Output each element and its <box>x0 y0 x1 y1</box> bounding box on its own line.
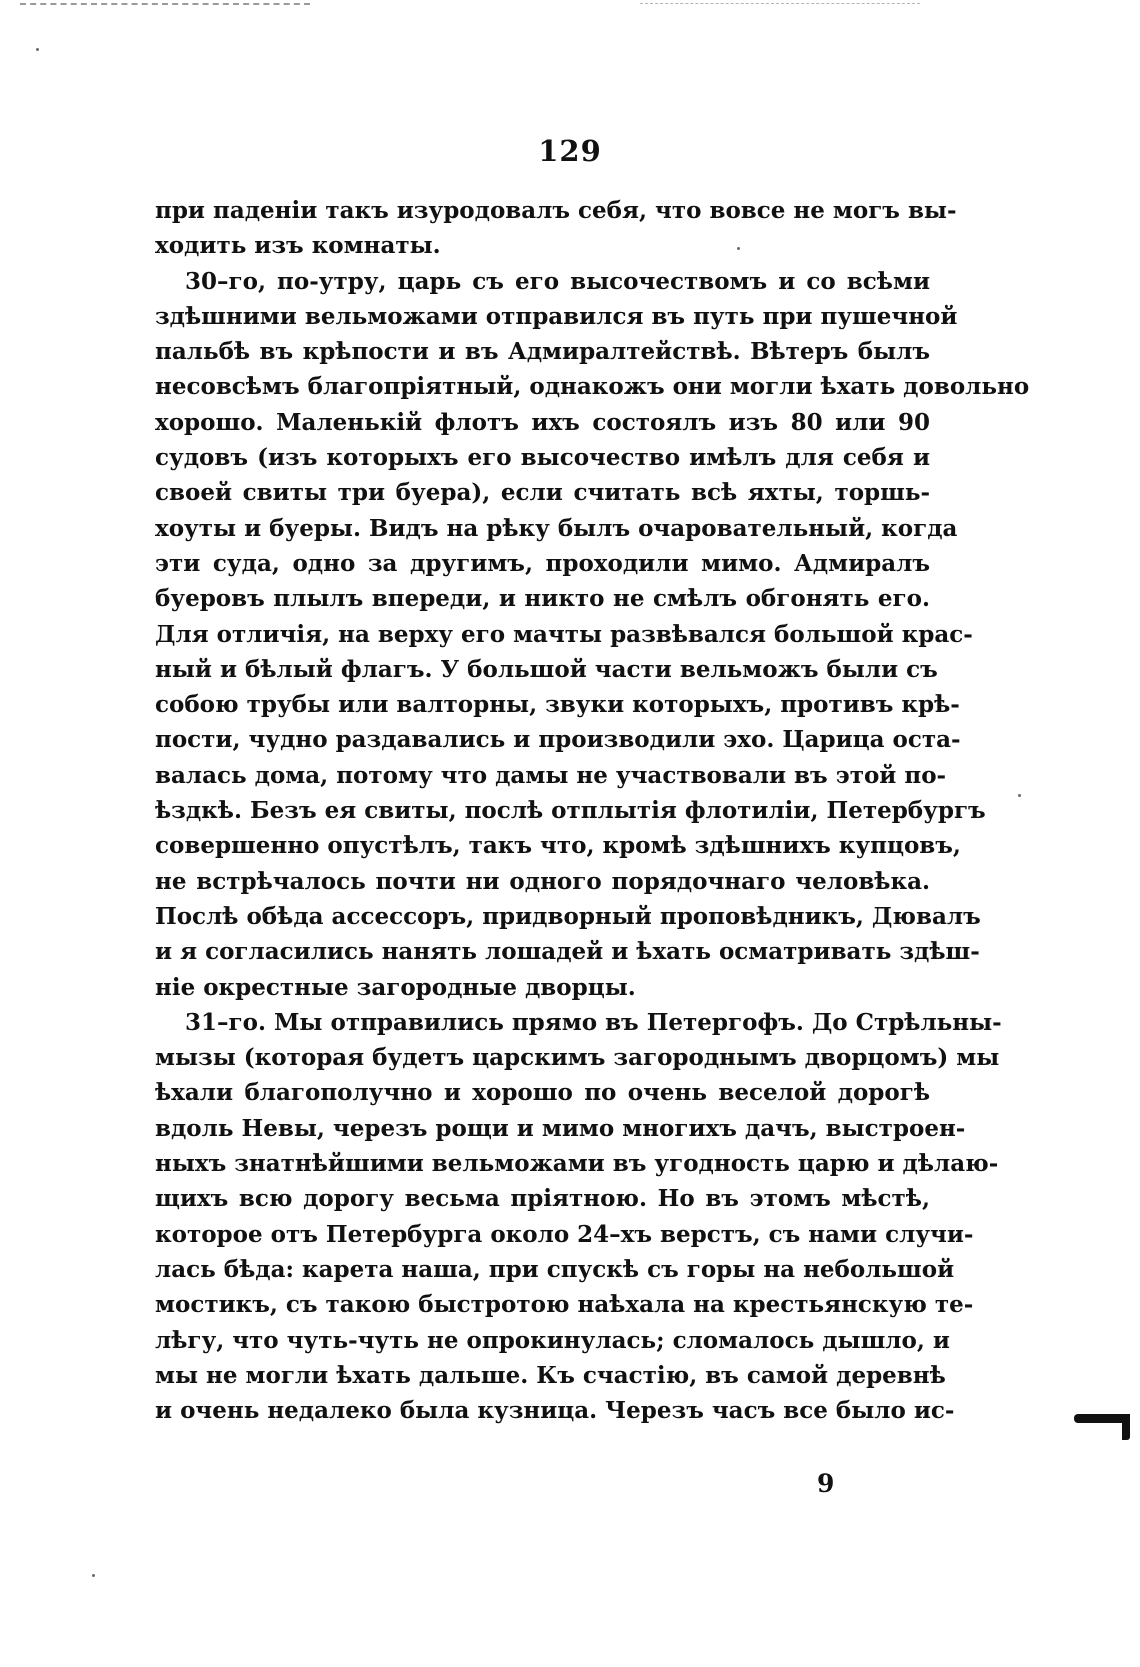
text-line: ныхъ знатнѣйшими вельможами въ угодность царю и дѣлаю- <box>155 1150 999 1178</box>
text-line: здѣшними вельможами отправился въ путь при пушечной <box>155 302 958 330</box>
text-line: собою трубы или валторны, звуки которыхъ, противъ крѣ- <box>155 691 960 719</box>
text-line: щихъ всю дорогу весьма прiятною. Но въ этомъ мѣстѣ, <box>155 1185 930 1213</box>
text-line: пости, чудно раздавались и производили эхо. Царица оста- <box>155 726 961 754</box>
text-line: валась дома, потому что дамы не участвовали въ этой по- <box>155 761 947 789</box>
text-line: при паденiи такъ изуродовалъ себя, что вовсе не могъ вы- <box>155 197 957 224</box>
text-line: лась бѣда: карета наша, при спускѣ съ горы на небольшой <box>155 1255 955 1283</box>
text-line: и я согласились нанять лошадей и ѣхать осматривать здѣш- <box>155 938 980 966</box>
text-line: ѣздкѣ. Безъ ея свиты, послѣ отплытiя флотилiи, Петербургъ <box>155 797 986 825</box>
scan-speck <box>1018 794 1021 797</box>
margin-edge-mark <box>1074 1414 1130 1423</box>
text-line: ходить изъ комнаты. <box>155 232 441 260</box>
text-line: ѣхали благополучно и хорошо по очень веселой дорогѣ <box>155 1079 930 1107</box>
text-line: буеровъ плылъ впереди, и никто не смѣлъ обгонять его. <box>155 585 930 613</box>
text-line: которое отъ Петербурга около 24–хъ верстъ, съ нами случи- <box>155 1220 974 1248</box>
text-line: мы не могли ѣхать дальше. Къ счастiю, въ самой деревнѣ <box>155 1361 946 1389</box>
text-line: Послѣ обѣда ассессоръ, придворный проповѣдникъ, Дювалъ <box>155 902 981 930</box>
text-line: хоуты и буеры. Видъ на рѣку былъ очаровательный, когда <box>155 514 958 542</box>
text-line: лѣгу, что чуть-чуть не опрокинулась; сломалось дышло, и <box>155 1326 950 1354</box>
text-line: Для отличiя, на верху его мачты развѣвался большой крас- <box>155 620 973 648</box>
paragraph <box>155 264 1030 1005</box>
text-line: совершенно опустѣлъ, такъ что, кромѣ здѣшнихъ купцовъ, <box>155 832 961 860</box>
scan-speck <box>36 48 39 51</box>
paragraph <box>155 193 957 264</box>
text-line: эти суда, одно за другимъ, проходили мимо. Адмиралъ <box>155 549 930 577</box>
text-line: хорошо. Маленькiй флотъ ихъ состоялъ изъ 80 или 90 <box>155 408 930 436</box>
text-line: пальбѣ въ крѣпости и въ Адмиралтействѣ. Вѣтеръ былъ <box>155 338 930 366</box>
text-line: нiе окрестные загородные дворцы. <box>155 973 636 1001</box>
text-line: вдоль Невы, черезъ рощи и мимо многихъ дачъ, выстроен- <box>155 1114 966 1142</box>
text-line: не встрѣчалось почти ни одного порядочнаго человѣка. <box>155 867 930 895</box>
text-line: 30–го, по-утру, царь съ его высочествомъ и со всѣми <box>185 267 930 295</box>
body-text <box>155 193 1030 1428</box>
paragraph <box>155 1005 1002 1429</box>
text-line: судовъ (изъ которыхъ его высочество имѣлъ для себя и <box>155 444 930 472</box>
scan-speck <box>92 1574 95 1577</box>
text-line: ный и бѣлый флагъ. У большой части вельможъ были съ <box>155 655 938 683</box>
text-line: несовсѣмъ благопрiятный, однакожъ они могли ѣхать довольно <box>155 373 1030 401</box>
text-line: мостикъ, съ такою быстротою наѣхала на крестьянскую те- <box>155 1291 974 1319</box>
scan-edge-mark <box>640 3 920 4</box>
signature-mark: 9 <box>817 1469 835 1498</box>
text-line: 31–го. Мы отправились прямо въ Петергофъ. До Стрѣльны- <box>185 1008 1002 1036</box>
text-line: мызы (которая будетъ царскимъ загороднымъ дворцомъ) мы <box>155 1044 1000 1072</box>
scan-edge-mark <box>20 3 310 5</box>
text-line: своей свиты три буера), если считать всѣ яхты, торшь- <box>155 479 930 507</box>
page-number: 129 <box>538 134 602 168</box>
text-line: и очень недалеко была кузница. Черезъ часъ все было ис- <box>155 1397 955 1425</box>
